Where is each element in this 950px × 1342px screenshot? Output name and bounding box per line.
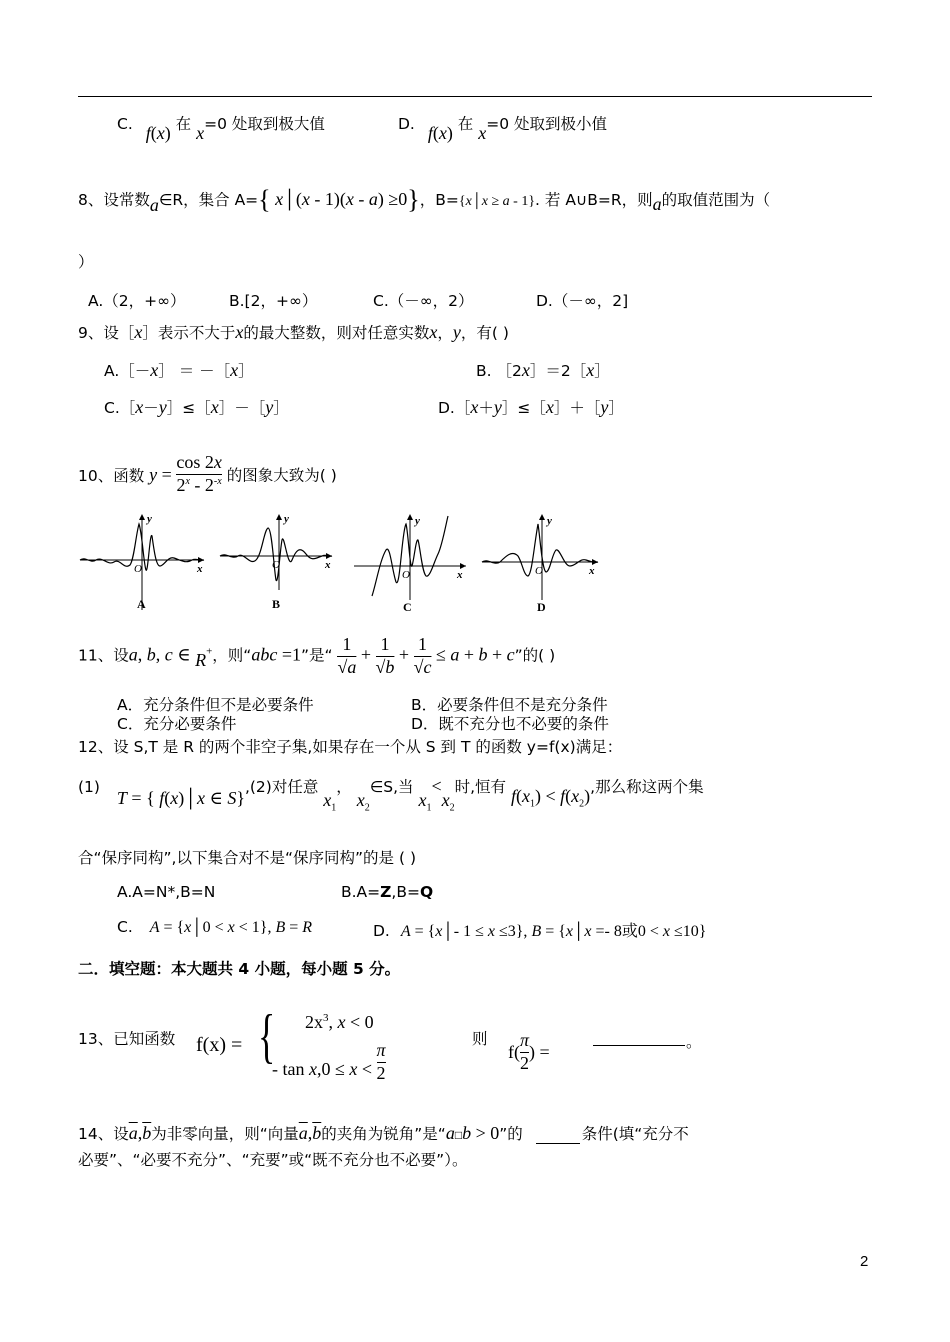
svg-text:O: O	[134, 563, 142, 575]
q11-stem	[78, 634, 555, 678]
option-text: =0 处取到极大值	[204, 115, 325, 133]
option-label: C.	[117, 918, 133, 936]
math-x1: $x_1$	[522, 786, 535, 810]
math-x: x	[270, 189, 284, 209]
math-op: +	[459, 644, 479, 665]
option-text: ］	[238, 362, 254, 380]
q12-line1: 12、设 S,T 是 R 的两个非空子集,如果存在一个从 S 到 T 的函数 y=f(x)满足：	[78, 738, 623, 756]
math-y: y	[265, 397, 274, 417]
question-number: 9、设［	[78, 324, 135, 342]
math-y: y	[493, 397, 502, 417]
math-set: = {	[126, 788, 155, 808]
option-text: D.［	[438, 399, 471, 417]
q9-option-c	[104, 396, 289, 418]
graph-b-label: B	[272, 597, 281, 611]
math-Z: Z	[380, 883, 392, 901]
math-x: x	[301, 189, 310, 209]
question-text: ”是“	[300, 646, 333, 665]
math-R: R	[302, 919, 313, 936]
math-plus: +	[206, 645, 213, 658]
q8-option-c: C.（－∞，2）	[373, 292, 474, 310]
math-vars: c	[506, 644, 515, 665]
svg-text:y: y	[284, 513, 289, 525]
question-text: 的图象大致为( )	[226, 466, 337, 485]
math-fx: f	[427, 123, 433, 143]
math-x: x	[487, 923, 495, 940]
q12-option-c	[117, 918, 312, 937]
svg-text:y: y	[547, 515, 552, 527]
math-vars: c	[164, 644, 173, 665]
math-op: +	[394, 644, 414, 665]
math-set: = {	[410, 923, 436, 940]
math-b: b	[462, 1123, 472, 1143]
svg-text:y: y	[147, 513, 152, 525]
math-abc: abc	[251, 644, 278, 665]
math-A: A	[400, 923, 411, 940]
math-y: y	[452, 322, 461, 342]
svg-text:y: y	[415, 515, 420, 527]
math-set: =- 8或0 <	[591, 923, 663, 940]
math-vars: a	[128, 644, 138, 665]
question-text: 的夹角为锐角”是“	[321, 1125, 446, 1143]
q12-line2	[78, 775, 704, 814]
condition-label: (1)	[78, 778, 100, 796]
math-expr: - 1)(	[309, 189, 346, 209]
question-text: ”的( )	[514, 646, 556, 665]
math-paren: )	[164, 123, 171, 143]
math-vars: b	[146, 644, 156, 665]
math-op: +	[356, 644, 376, 665]
math-x: x	[438, 123, 447, 143]
q11-option-c: C．充分必要条件	[117, 715, 237, 733]
math-comma: ,	[307, 1123, 313, 1143]
option-text: =0 处取到极小值	[486, 115, 607, 133]
graph-a-label: A	[137, 597, 146, 611]
math-expr: -	[353, 189, 369, 209]
math-op: ≤	[431, 644, 451, 665]
option-label: D.	[373, 922, 390, 940]
option-text: ］＝2［	[529, 362, 587, 380]
question-text: 时,恒有	[454, 778, 507, 796]
q13-number: 13、已知函数	[78, 1030, 176, 1048]
math-fraction: $\frac{1}{√c}$	[413, 634, 432, 677]
option-text: B.A=	[341, 883, 381, 901]
q8-stem	[78, 182, 771, 215]
math-fx2: f	[560, 786, 566, 806]
math-dot: □	[454, 1128, 463, 1142]
math-eq: =1	[277, 644, 301, 665]
q8-option-b: B.[2，+∞）	[229, 292, 318, 310]
svg-text:O: O	[402, 569, 410, 581]
question-text: ，	[336, 778, 352, 796]
section-heading: 二．填空题：本大题共 4 小题，每小题 5 分。	[78, 960, 401, 978]
math-expr: │(	[283, 189, 302, 209]
math-text: - tan x,0 ≤ x <	[272, 1059, 373, 1080]
option-text: 在	[175, 115, 192, 133]
option-text: ］	[594, 362, 610, 380]
question-text: ,(2)对任意	[244, 778, 319, 796]
math-Q: Q	[419, 883, 434, 901]
math-set: < 1},	[234, 919, 276, 936]
math-ineq: (	[516, 786, 522, 806]
q9-option-b	[476, 359, 610, 381]
math-x: x	[662, 923, 670, 940]
math-expr: ) ≥0	[377, 189, 408, 209]
math-expr: - 1}	[509, 194, 536, 209]
svg-text:O: O	[272, 559, 280, 571]
math-x: x	[435, 923, 443, 940]
graph-a	[80, 513, 204, 611]
math-x: x	[210, 397, 219, 417]
math-op: +	[487, 644, 507, 665]
math-a: a	[368, 189, 378, 209]
math-a: a	[445, 1123, 455, 1143]
svg-text:x: x	[589, 565, 595, 577]
math-x: x	[135, 397, 144, 417]
math-gt: > 0	[471, 1123, 500, 1143]
math-vars: a	[450, 644, 460, 665]
math-ineq: (	[565, 786, 572, 806]
math-fraction: $\frac{1}{√a}$	[337, 634, 357, 677]
question-number: 10、函数	[78, 466, 145, 485]
graph-c	[354, 514, 466, 614]
math-denominator: $2^x - 2^{-x}$	[176, 474, 222, 495]
math-fx: f	[154, 788, 165, 808]
math-a: a	[652, 194, 662, 214]
math-fraction: $\frac{\pi}{2}$	[520, 1030, 530, 1073]
option-text: ］≤［	[166, 399, 211, 417]
math-set: (	[164, 788, 171, 808]
math-x: x	[481, 194, 488, 209]
math-paren: (	[432, 123, 439, 143]
math-a: a	[502, 194, 510, 209]
math-paren: (	[150, 123, 157, 143]
question-text: ，则“	[212, 646, 252, 665]
math-set: =	[285, 919, 303, 936]
math-set: = {	[541, 923, 566, 940]
q7-option-d	[398, 112, 607, 143]
math-x: x	[521, 360, 530, 380]
math-in: ∈	[172, 644, 196, 665]
q13-period: 。	[686, 1033, 702, 1051]
q13-piece-2	[272, 1040, 386, 1084]
q8-option-d: D.（－∞，2]	[536, 292, 629, 310]
question-text: ∈S,当	[369, 778, 414, 796]
math-numerator: cos 2x	[176, 452, 222, 472]
math-x: x	[545, 397, 554, 417]
question-number: 11、设	[78, 646, 129, 665]
option-text: ］ ＝ －［	[158, 362, 231, 380]
question-text: ］表示不大于	[142, 324, 236, 342]
math-A: A	[149, 919, 160, 936]
svg-text:x: x	[457, 569, 463, 581]
q9-option-d	[438, 396, 624, 418]
option-label: C.	[117, 115, 133, 133]
math-ineq: )	[584, 786, 591, 806]
q13-answer-blank[interactable]	[593, 1045, 685, 1046]
q14-answer-blank[interactable]	[536, 1125, 580, 1144]
math-vector-b: $\overline{b}$	[142, 1123, 152, 1143]
q11-option-a: A．充分条件但不是必要条件	[117, 696, 314, 714]
option-text: ］－［	[218, 399, 266, 417]
math-R: R	[195, 649, 207, 670]
math-set: │- 1 ≤	[442, 923, 488, 940]
page-number: 2	[860, 1253, 869, 1270]
math-x2: $x_2$	[441, 790, 455, 814]
header-rule	[78, 96, 872, 97]
math-vector-b: $\overline{b}$	[312, 1123, 322, 1143]
question-text: 的最大整数，则对任意实数	[243, 324, 430, 342]
math-set: = {	[159, 919, 185, 936]
q9-stem	[78, 321, 509, 343]
math-set: }	[236, 788, 245, 808]
math-x2: $x_2$	[571, 786, 585, 810]
q7-option-c	[117, 112, 325, 143]
math-x: x	[170, 788, 179, 808]
question-text: 为非零向量，则“向量	[151, 1125, 299, 1143]
option-text: ］＋［	[553, 399, 601, 417]
svg-text:O: O	[535, 565, 543, 577]
math-a: a	[149, 195, 159, 215]
q10-graph-options	[76, 510, 616, 620]
option-text: A.［－	[104, 362, 151, 380]
q14-line1	[78, 1122, 689, 1144]
math-S: S	[227, 788, 237, 808]
q8-close-paren: ）	[78, 253, 94, 271]
math-text: ) =	[529, 1042, 550, 1063]
math-equals: =	[157, 464, 177, 485]
question-number: 14、设	[78, 1125, 129, 1143]
math-comma: ,	[137, 644, 147, 665]
math-x: x	[230, 360, 239, 380]
math-brace: }	[407, 185, 420, 214]
math-fx1: f	[510, 786, 516, 806]
math-paren: )	[446, 123, 453, 143]
math-set: │	[573, 923, 585, 940]
graph-d-label: D	[537, 600, 546, 614]
math-x: x	[565, 923, 574, 940]
q12-option-b	[341, 883, 433, 901]
math-x: x	[584, 923, 592, 940]
math-y: y	[600, 397, 609, 417]
option-text: ］	[273, 399, 289, 417]
math-fraction	[176, 452, 222, 496]
math-set: ≤10}	[669, 923, 707, 940]
graph-c-label: C	[403, 600, 412, 614]
math-T: T	[116, 788, 127, 808]
math-x: x	[586, 360, 595, 380]
q12-line3: 合“保序同构”,以下集合对不是“保序同构”的是 ( )	[78, 849, 416, 867]
q12-option-d	[373, 918, 706, 941]
math-fraction: $\frac{1}{√b}$	[375, 634, 395, 677]
math-expr: │	[471, 194, 482, 209]
question-text: ，B=	[419, 191, 459, 209]
math-comma: ,	[137, 1123, 143, 1143]
math-set: )│	[178, 788, 197, 808]
q13-piece-1: $2x^3$, x < 0	[305, 1012, 374, 1032]
math-fx: f	[145, 123, 151, 143]
math-x1: $x_1$	[323, 790, 337, 814]
option-label: D.	[398, 115, 415, 133]
q9-option-a	[104, 359, 254, 381]
math-x: x	[184, 919, 192, 936]
svg-text:x: x	[197, 563, 203, 575]
option-text: C.［	[104, 399, 136, 417]
math-text: f(	[508, 1042, 520, 1063]
option-text: 在	[457, 115, 474, 133]
option-text: B. ［2	[476, 362, 522, 380]
math-x1: $x_1$	[418, 790, 432, 814]
question-text: 的取值范围为（	[661, 191, 771, 209]
math-x: x	[196, 788, 205, 808]
math-x: x	[196, 123, 205, 143]
math-ineq: ) <	[535, 786, 561, 806]
math-x: x	[465, 194, 472, 209]
option-text: ＋	[478, 399, 494, 417]
graph-b	[220, 513, 332, 611]
math-expr: {	[458, 194, 466, 209]
math-x: x	[150, 360, 159, 380]
question-number: 8、设常数	[78, 191, 150, 209]
math-x: x	[345, 189, 354, 209]
math-y: y	[158, 397, 167, 417]
option-text: ］	[608, 399, 624, 417]
math-B: B	[275, 919, 286, 936]
math-expr: ≥	[487, 194, 503, 209]
question-text: ”的	[499, 1125, 523, 1143]
math-x: x	[156, 123, 165, 143]
question-text: . 若 A∪B=R，则	[535, 191, 653, 209]
math-y: y	[149, 464, 158, 485]
math-lt: <	[431, 776, 442, 796]
q13-then: 则	[472, 1030, 488, 1048]
math-comma: ,	[155, 644, 165, 665]
q10-stem	[78, 454, 337, 498]
math-x: x	[235, 322, 244, 342]
question-text: 条件(填“充分不	[581, 1125, 689, 1143]
option-text: ］≤［	[501, 399, 546, 417]
q13-fx: f(x) =	[196, 1034, 243, 1056]
math-vector-a: $\overline{a}$	[128, 1123, 138, 1143]
question-text: ，有( )	[460, 324, 509, 342]
math-set: │0 <	[191, 919, 228, 936]
question-text: ,那么称这两个集	[590, 778, 704, 796]
math-fraction: $\frac{\pi}{2}$	[376, 1040, 386, 1083]
math-x: x	[470, 397, 479, 417]
q13-brace: {	[258, 1003, 276, 1069]
math-vars: b	[478, 644, 488, 665]
option-text: ,B=	[391, 883, 420, 901]
math-brace: {	[258, 185, 271, 214]
question-text: ∈R，集合 A=	[158, 191, 259, 209]
math-x: x	[227, 919, 235, 936]
math-set: ≤3},	[494, 923, 532, 940]
math-x2: $x_2$	[356, 790, 370, 814]
q11-option-d: D．既不充分也不必要的条件	[411, 715, 609, 733]
q12-option-a: A.A=N*,B=N	[117, 883, 216, 901]
math-set: ∈	[204, 788, 228, 808]
option-text: －	[143, 399, 159, 417]
math-x: x	[134, 322, 143, 342]
q8-option-a: A.（2，+∞）	[88, 292, 186, 310]
math-x: x	[429, 322, 438, 342]
math-B: B	[531, 923, 542, 940]
svg-text:x: x	[325, 559, 331, 571]
math-vector-a: $\overline{a}$	[298, 1123, 308, 1143]
math-x: x	[478, 123, 487, 143]
q14-line2: 必要”、“必要不充分”、“充要”或“既不充分也不必要”）。	[78, 1151, 468, 1169]
graph-d	[482, 514, 598, 614]
q11-option-b: B．必要条件但不是充分条件	[411, 696, 608, 714]
q13-query	[508, 1030, 550, 1074]
question-text: ，	[437, 324, 453, 342]
